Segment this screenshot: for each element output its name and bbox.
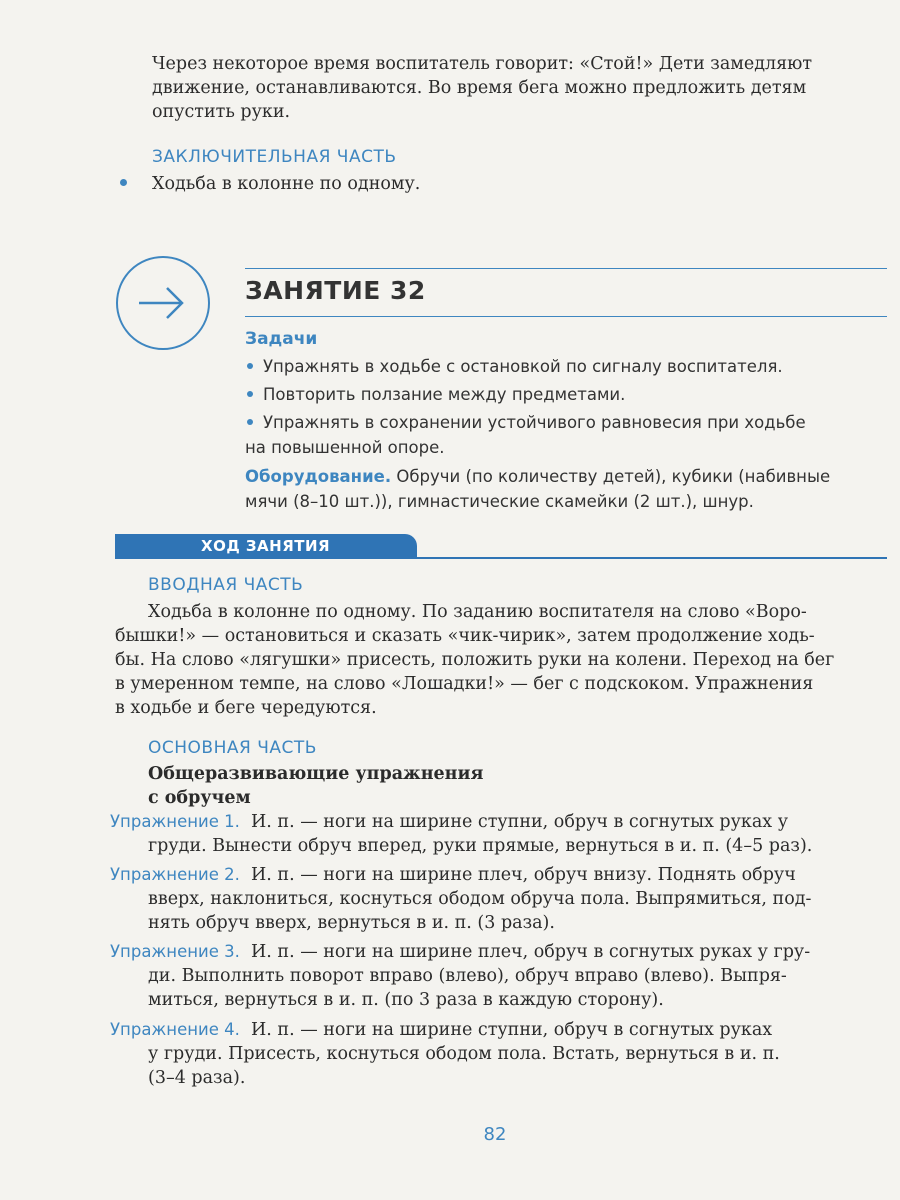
exercise-text: вверх, наклониться, коснуться ободом обруча пола. Выпрямиться, под- — [148, 889, 812, 909]
final-part-heading: ЗАКЛЮЧИТЕЛЬНАЯ ЧАСТЬ — [152, 147, 397, 167]
bullet-icon — [247, 419, 253, 425]
tasks-heading: Задачи — [245, 329, 318, 349]
top-paragraph — [152, 52, 887, 124]
main-heading: ОСНОВНАЯ ЧАСТЬ — [148, 738, 317, 758]
exercise-text: нять обруч вверх, вернуться в и. п. (3 раза). — [148, 913, 555, 933]
bullet-icon — [120, 179, 127, 186]
arrow-right-circle-icon — [115, 255, 211, 351]
top-paragraph-line: опустить руки. — [152, 102, 291, 122]
tasks-list — [245, 354, 890, 460]
task-text: Упражнять в сохранении устойчивого равновесия при ходьбе — [263, 413, 806, 432]
task-item — [245, 354, 890, 379]
task-text-continued: на повышенной опоре. — [245, 438, 445, 457]
task-text: Повторить ползание между предметами. — [263, 385, 626, 404]
bullet-icon — [247, 363, 253, 369]
page-number: 82 — [483, 1124, 507, 1145]
intro-line: бы. На слово «лягушки» присесть, положить руки на колени. Переход на бег — [115, 650, 835, 670]
intro-heading: ВВОДНАЯ ЧАСТЬ — [148, 575, 304, 595]
exercise-text: миться, вернуться в и. п. (по 3 раза в каждую сторону). — [148, 990, 664, 1010]
course-banner — [115, 534, 417, 558]
exercises-subheading — [148, 762, 483, 810]
intro-line: в ходьбе и беге чередуются. — [115, 698, 377, 718]
course-banner-label: ХОД ЗАНЯТИЯ — [201, 537, 331, 555]
exercise-label: Упражнение 3. — [110, 942, 240, 961]
exercises-subheading-line: с обручем — [148, 788, 251, 808]
exercise-label: Упражнение 2. — [110, 865, 240, 884]
exercise-4 — [110, 1018, 887, 1090]
intro-line: Ходьба в колонне по одному. По заданию воспитателя на слово «Воро- — [148, 602, 807, 622]
equipment-text: мячи (8–10 шт.)), гимнастические скамейки (2 шт.), шнур. — [245, 492, 754, 511]
lesson-title: ЗАНЯТИЕ 32 — [245, 276, 426, 305]
top-paragraph-line: движение, останавливаются. Во время бега можно предложить детям — [152, 78, 807, 98]
exercise-text: (3–4 раза). — [148, 1068, 246, 1088]
exercise-text: ди. Выполнить поворот вправо (влево), обруч вправо (влево). Выпря- — [148, 966, 787, 986]
exercise-2 — [110, 863, 887, 935]
intro-line: бышки!» — остановиться и сказать «чик-чирик», затем продолжение ходь- — [115, 626, 815, 646]
exercise-text: И. п. — ноги на ширине ступни, обруч в согнутых руках у — [251, 812, 789, 832]
exercises-subheading-line: Общеразвивающие упражнения — [148, 764, 484, 784]
task-text: Упражнять в ходьбе с остановкой по сигналу воспитателя. — [263, 357, 783, 376]
intro-paragraph — [115, 600, 887, 720]
lesson-divider-bottom — [245, 316, 887, 317]
equipment-text: Обручи (по количеству детей), кубики (набивные — [396, 467, 831, 486]
exercise-1 — [110, 810, 887, 858]
exercise-text: у груди. Присесть, коснуться ободом пола. Встать, вернуться в и. п. — [148, 1044, 780, 1064]
intro-line: в умеренном темпе, на слово «Лошадки!» — бег с подскоком. Упражнения — [115, 674, 814, 694]
exercise-text: И. п. — ноги на ширине ступни, обруч в согнутых руках — [251, 1020, 773, 1040]
equipment-block — [245, 464, 890, 514]
course-banner-rule — [115, 557, 887, 559]
exercise-label: Упражнение 1. — [110, 812, 240, 831]
exercise-text: груди. Вынести обруч вперед, руки прямые, вернуться в и. п. (4–5 раз). — [148, 836, 813, 856]
exercise-text: И. п. — ноги на ширине плеч, обруч внизу. Поднять обруч — [251, 865, 796, 885]
exercise-3 — [110, 940, 887, 1012]
bullet-icon — [247, 391, 253, 397]
exercise-label: Упражнение 4. — [110, 1020, 240, 1039]
top-paragraph-line: Через некоторое время воспитатель говорит: «Стой!» Дети замедляют — [152, 54, 813, 74]
final-part-item-text: Ходьба в колонне по одному. — [152, 174, 421, 194]
lesson-divider-top — [245, 268, 887, 269]
exercise-text: И. п. — ноги на ширине плеч, обруч в согнутых руках у гру- — [251, 942, 811, 962]
task-item — [245, 382, 890, 407]
task-item — [245, 410, 890, 435]
equipment-label: Оборудование. — [245, 467, 392, 486]
